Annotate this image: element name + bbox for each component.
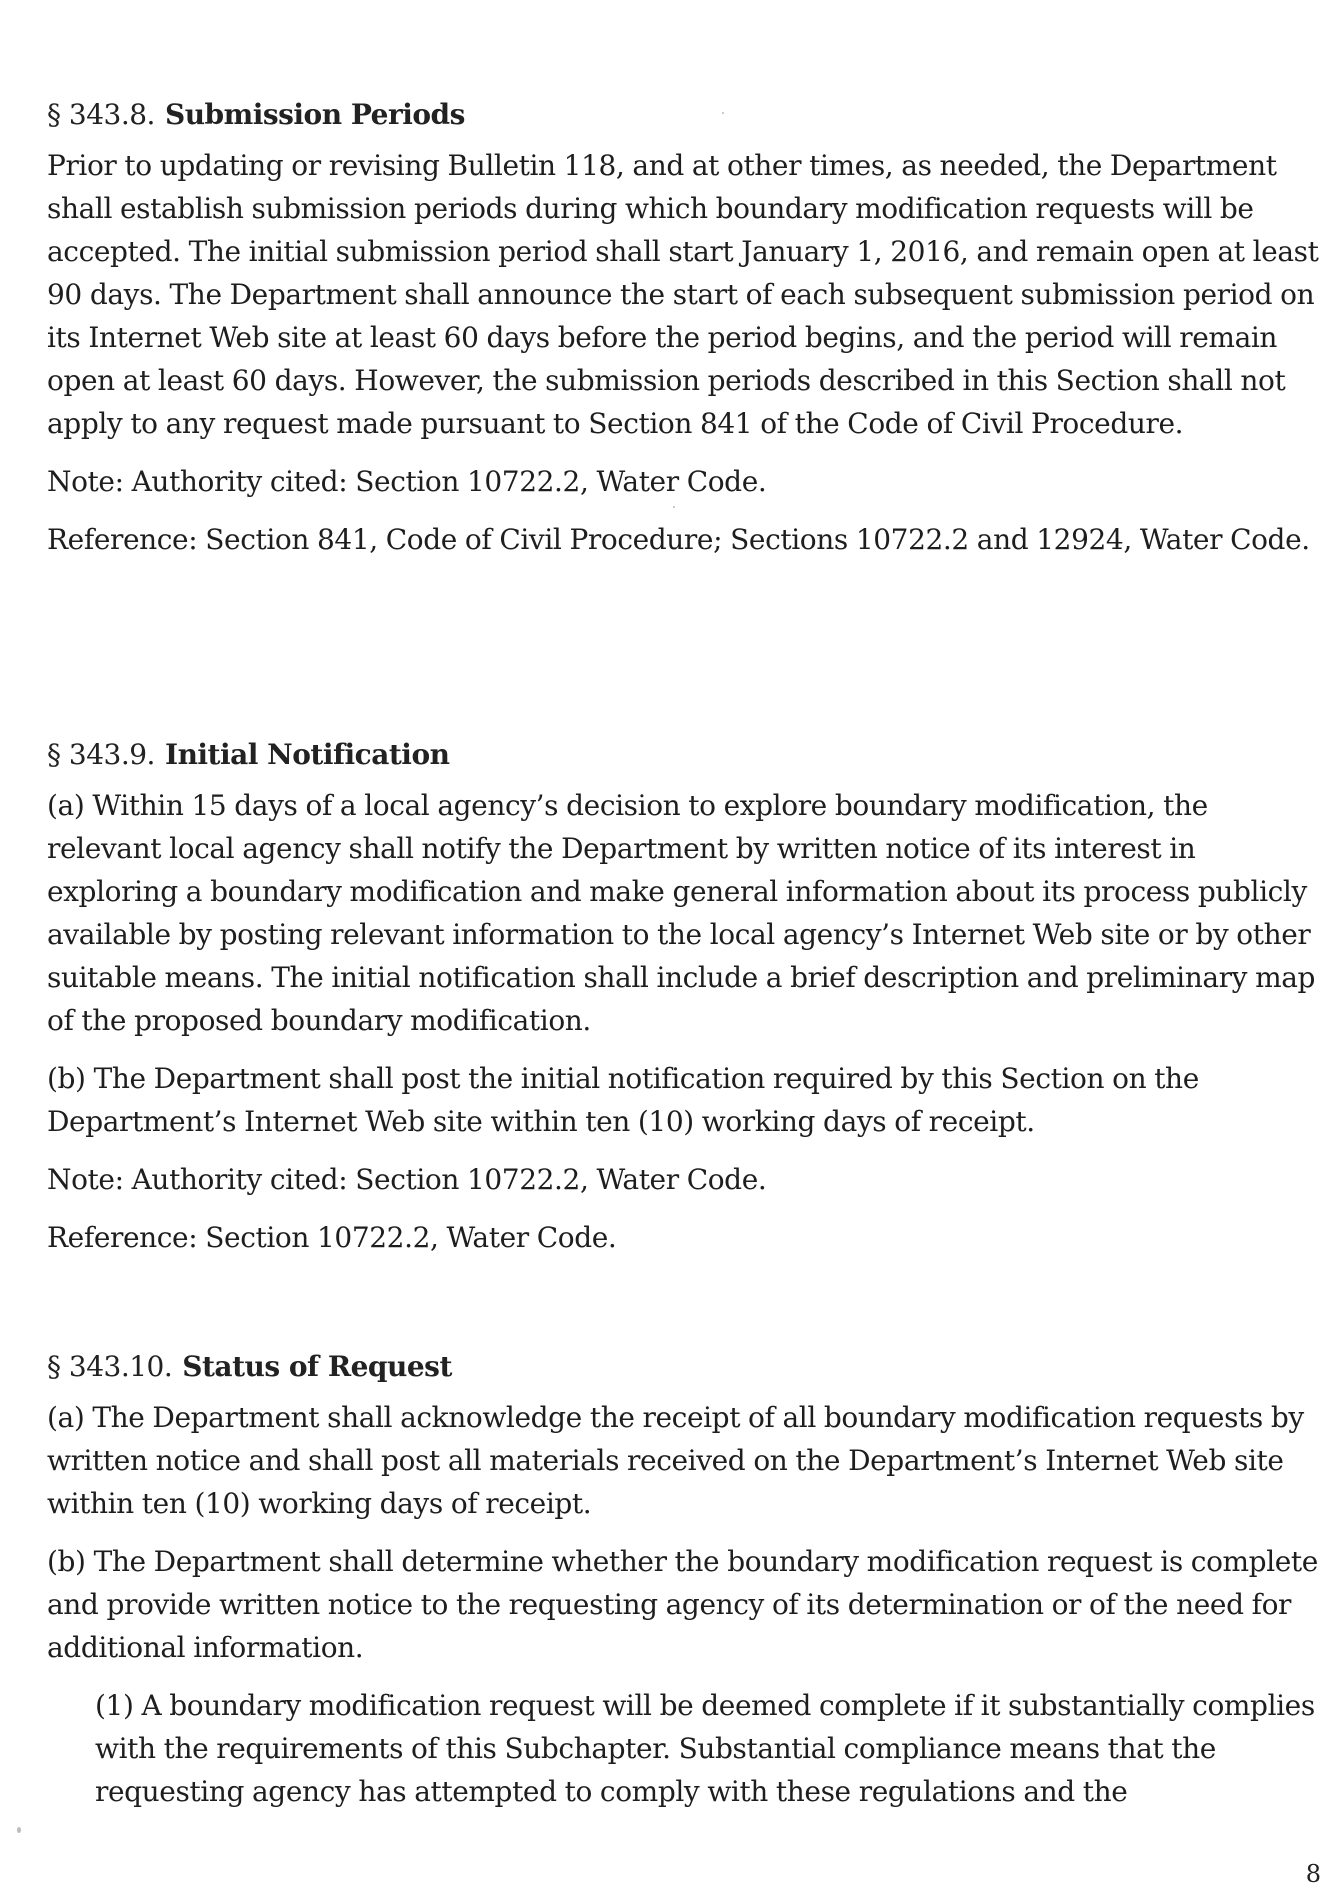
section-heading	[47, 738, 1327, 772]
section-heading	[47, 1350, 1327, 1384]
section-343-10	[47, 1350, 1327, 1828]
page-number: 8	[1305, 1860, 1321, 1888]
subparagraph: (1) A boundary modification request will be deemed complete if it substantially complies with the requirements of this Subchapter. Substantial compliance means that the requesting agency has attempted to comply with these regulations and the	[95, 1688, 1315, 1808]
scan-speck	[722, 112, 724, 114]
section-number: § 343.8.	[47, 98, 155, 131]
paragraph: (a) Within 15 days of a local agency’s decision to explore boundary modification, the relevant local agency shall notify the Department by written notice of its interest in exploring a boundary modification and make general information about its process publicly available by posting relevant information to the local agency’s Internet Web site or by other suitable means. The initial notification shall include a brief description and preliminary map of the proposed boundary modification.	[47, 788, 1316, 1037]
section-heading	[47, 98, 1327, 132]
authority-note: Note: Authority cited: Section 10722.2, Water Code.	[47, 1162, 767, 1196]
authority-note: Note: Authority cited: Section 10722.2, Water Code.	[47, 464, 767, 498]
paragraph: (b) The Department shall determine whether the boundary modification request is complete and provide written notice to the requesting agency of its determination or of the need for additional information.	[47, 1544, 1318, 1664]
scan-speck	[673, 506, 675, 508]
paragraph: (a) The Department shall acknowledge the receipt of all boundary modification requests by written notice and shall post all materials received on the Department’s Internet Web site within ten (10) working days of receipt.	[47, 1400, 1304, 1520]
reference-note: Reference: Section 841, Code of Civil Procedure; Sections 10722.2 and 12924, Water Code.	[47, 522, 1310, 556]
section-title: Status of Request	[182, 1350, 452, 1383]
section-343-9	[47, 738, 1327, 1274]
section-343-8	[47, 98, 1327, 576]
section-title: Initial Notification	[164, 738, 450, 771]
section-number: § 343.9.	[47, 738, 155, 771]
paragraph: Prior to updating or revising Bulletin 118, and at other times, as needed, the Department shall establish submission periods during which boundary modification requests will be accepted. The initial submission period shall start January 1, 2016, and remain open at least 90 days. The Department shall announce the start of each subsequent submission period on its Internet Web site at least 60 days before the period begins, and the period will remain open at least 60 days. However, the submission periods described in this Section shall not apply to any request made pursuant to Section 841 of the Code of Civil Procedure.	[47, 148, 1319, 440]
section-number: § 343.10.	[47, 1350, 173, 1383]
reference-note: Reference: Section 10722.2, Water Code.	[47, 1220, 617, 1254]
paragraph: (b) The Department shall post the initial notification required by this Section on the Department’s Internet Web site within ten (10) working days of receipt.	[47, 1061, 1199, 1138]
section-title: Submission Periods	[164, 98, 465, 131]
scan-speck	[17, 1827, 21, 1833]
